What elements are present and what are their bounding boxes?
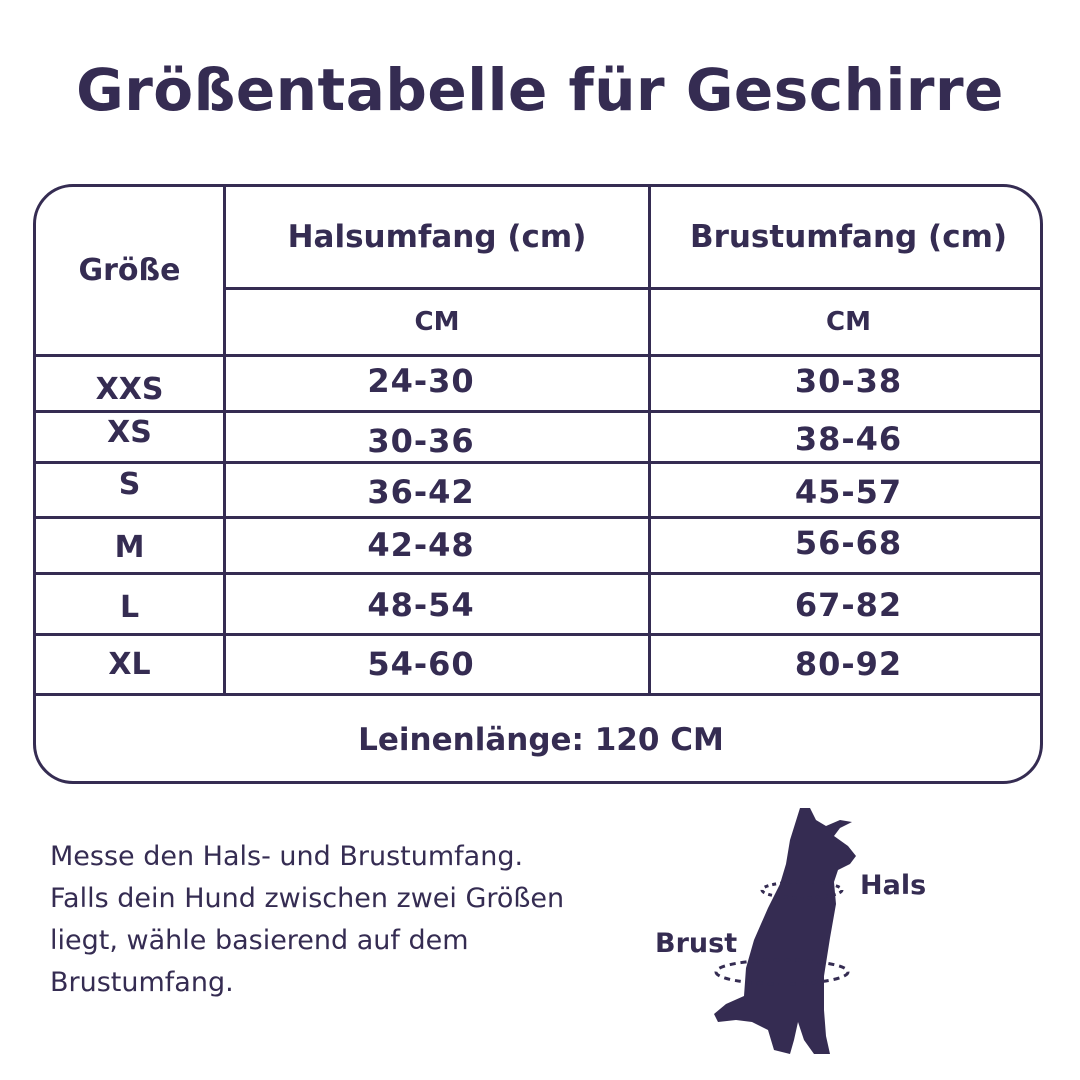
- size-column-header: Größe: [78, 253, 181, 288]
- measurement-note: [50, 836, 610, 1004]
- note-line: Messe den Hals- und Brustumfang.: [50, 841, 524, 872]
- table-row-neck: 42-48: [367, 526, 475, 564]
- note-line: Brustumfang.: [50, 967, 234, 998]
- table-row-size: XL: [108, 646, 151, 682]
- note-line: liegt, wähle basierend auf dem: [50, 925, 469, 956]
- table-row-size: M: [114, 529, 145, 565]
- table-row-chest: 67-82: [794, 586, 903, 624]
- chest-column-header: Brustumfang (cm): [689, 219, 1008, 255]
- table-row-neck: 54-60: [367, 645, 475, 683]
- neck-column-header: Halsumfang (cm): [287, 219, 587, 255]
- table-row-neck: 48-54: [367, 586, 475, 624]
- table-row-chest: 80-92: [794, 645, 903, 683]
- table-row-chest: 45-57: [794, 473, 903, 511]
- table-row-chest: 30-38: [794, 362, 903, 400]
- table-row-neck: 24-30: [367, 362, 475, 400]
- chest-unit-label: CM: [826, 307, 871, 337]
- table-row-size: XS: [107, 414, 152, 450]
- table-row-size: L: [119, 589, 140, 625]
- size-table: [33, 184, 1043, 784]
- chest-label: Brust: [655, 928, 738, 959]
- table-row-size: S: [118, 466, 141, 502]
- neck-unit-label: CM: [414, 307, 460, 337]
- neck-label: Hals: [860, 870, 927, 901]
- dog-illustration: [640, 800, 960, 1070]
- table-row-neck: 30-36: [367, 422, 475, 460]
- leash-length: Leinenlänge: 120 CM: [358, 722, 724, 758]
- table-row-chest: 56-68: [794, 524, 903, 562]
- table-row-neck: 36-42: [367, 473, 475, 511]
- table-row-chest: 38-46: [794, 420, 903, 458]
- table-row-size: XXS: [95, 371, 164, 407]
- note-line: Falls dein Hund zwischen zwei Größen: [50, 883, 565, 914]
- page-title: Größentabelle für Geschirre: [76, 56, 1004, 124]
